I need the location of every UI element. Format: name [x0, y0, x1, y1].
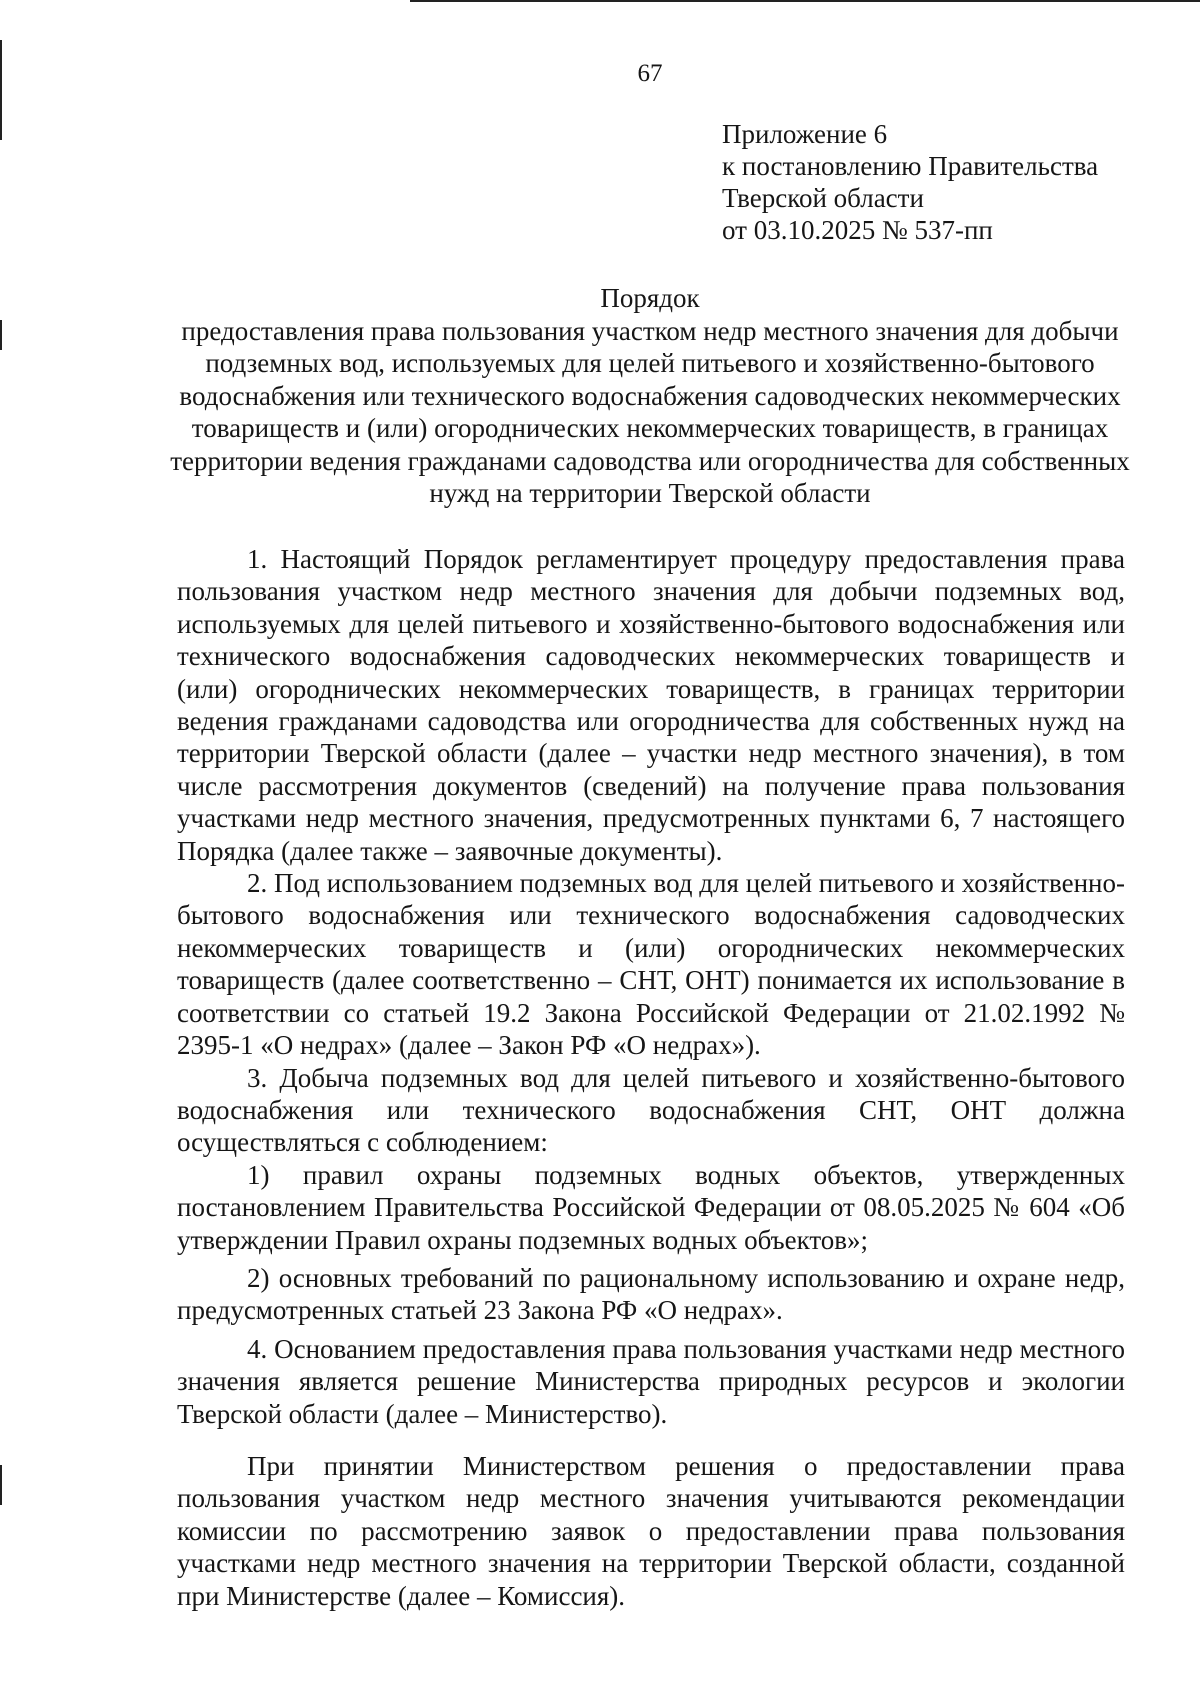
- scan-top-edge: [410, 0, 1200, 2]
- annex-line: к постановлению Правительства: [722, 151, 1099, 181]
- paragraph-5: При принятии Министерством решения о предоставлении права пользования участком недр местного значения учитываются рекомендации комиссии по рассмотрению заявок о предоставлении права пользования участками недр местного значения на территории Тверской области, созданной при Министерстве (далее – Комиссия).: [177, 1450, 1125, 1611]
- scan-left-edge-mark: [0, 40, 2, 140]
- title-heading: Порядок: [600, 283, 700, 313]
- paragraph-1: 1. Настоящий Порядок регламентирует процедуру предоставления права пользования участком недр местного значения для добычи подземных вод, используемых для целей питьевого и хозяйственно-бытового водоснабжения или технического водоснабжения садоводческих некоммерческих товариществ и (или) огороднических некоммерческих товариществ, в границах территории ведения гражданами садоводства или огородничества для собственных нужд на территории Тверской области (далее – участки недр местного значения), в том числе рассмотрения документов (сведений) на получение права пользования участками недр местного значения, предусмотренных пунктами 6, 7 настоящего Порядка (далее также – заявочные документы).: [177, 544, 1125, 866]
- annex-line: от 03.10.2025 № 537-пп: [722, 215, 993, 245]
- paragraph-3-item-1: 1) правил охраны подземных водных объектов, утвержденных постановлением Правительства Российской Федерации от 08.05.2025 № 604 «Об утверждении Правил охраны подземных водных объектов»;: [177, 1159, 1125, 1255]
- annex-line: Приложение 6: [722, 119, 888, 149]
- paragraph-2: 2. Под использованием подземных вод для целей питьевого и хозяйственно-бытового водоснабжения или технического водоснабжения садоводческих некоммерческих товариществ и (или) огороднических некоммерческих товариществ (далее соответственно – СНТ, ОНТ) понимается их использование в соответствии со статьей 19.2 Закона Российской Федерации от 21.02.1992 № 2395-1 «О недрах» (далее – Закон РФ «О недрах»).: [177, 868, 1125, 1061]
- page-number: 67: [637, 60, 663, 87]
- paragraph-3: 3. Добыча подземных вод для целей питьевого и хозяйственно-бытового водоснабжения или технического водоснабжения СНТ, ОНТ должна осуществляться с соблюдением:: [177, 1062, 1125, 1158]
- annex-block: [722, 118, 1098, 246]
- annex-line: Тверской области: [722, 183, 924, 213]
- scan-left-edge-mark: [0, 320, 2, 350]
- paragraph-4: 4. Основанием предоставления права пользования участками недр местного значения является решение Министерства природных ресурсов и экологии Тверской области (далее – Министерство).: [177, 1333, 1125, 1429]
- scan-left-edge-mark: [0, 1465, 2, 1505]
- document-body: [177, 543, 1125, 1612]
- title-subtitle: предоставления права пользования участком недр местного значения для добычи подземных вод, используемых для целей питьевого и хозяйственно-бытового водоснабжения или технического водоснабжения садоводческих некоммерческих товариществ и (или) огороднических некоммерческих товариществ, в границах территории ведения гражданами садоводства или огородничества для собственных нужд на территории Тверской области: [170, 315, 1130, 508]
- paragraph-3-item-2: 2) основных требований по рациональному использованию и охране недр, предусмотренных статьей 23 Закона РФ «О недрах».: [177, 1262, 1125, 1326]
- document-title: [170, 282, 1130, 510]
